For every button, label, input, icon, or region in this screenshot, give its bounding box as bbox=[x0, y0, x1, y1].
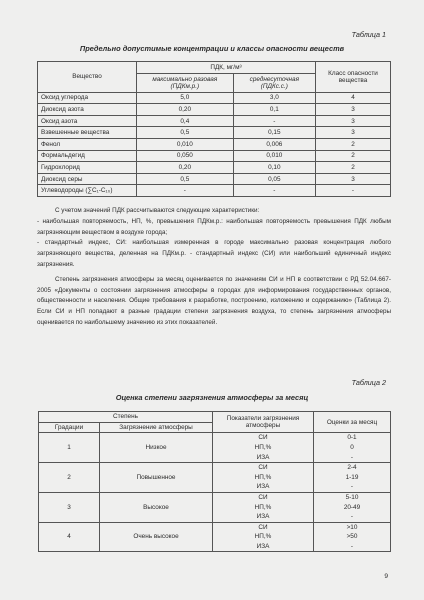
daily-avg-cell: - bbox=[233, 185, 315, 197]
header-max-single: максимально разовая (ПДКм.р.) bbox=[137, 73, 234, 92]
paragraph-intro: С учетом значений ПДК рассчитываются следующие характеристики: bbox=[55, 207, 260, 214]
table1-title: Предельно допустимые концентрации и классы опасности веществ bbox=[79, 44, 345, 53]
table-row bbox=[39, 522, 391, 532]
max-single-cell: 0,050 bbox=[137, 150, 234, 162]
estimate-cell: >50 bbox=[314, 532, 391, 542]
substance-cell: Гидрохлорид bbox=[38, 162, 137, 174]
estimate-cell: - bbox=[314, 512, 391, 522]
header-indicators: Показатели загрязнения атмосферы bbox=[213, 412, 314, 433]
gradation-cell: 4 bbox=[39, 522, 100, 552]
table1-caption: Таблица 1 bbox=[351, 30, 386, 39]
header-estimates: Оценки за месяц bbox=[314, 412, 391, 433]
body-text bbox=[37, 206, 391, 329]
hazard-class-cell: 2 bbox=[316, 138, 391, 150]
daily-avg-cell: 0,1 bbox=[233, 104, 315, 116]
gradation-cell: 3 bbox=[39, 492, 100, 522]
indicator-cell: НП,% bbox=[213, 502, 314, 512]
header-substance: Вещество bbox=[38, 62, 137, 93]
table-header-row bbox=[39, 412, 391, 423]
gradation-cell: 1 bbox=[39, 433, 100, 463]
max-single-cell: - bbox=[137, 185, 234, 197]
substance-cell: Фенол bbox=[38, 138, 137, 150]
hazard-class-cell: 3 bbox=[316, 115, 391, 127]
table-row bbox=[38, 185, 391, 197]
table-row bbox=[38, 150, 391, 162]
hazard-class-cell: 2 bbox=[316, 162, 391, 174]
hazard-class-cell: 4 bbox=[316, 92, 391, 104]
gradation-cell: 2 bbox=[39, 462, 100, 492]
table-row bbox=[38, 173, 391, 185]
table-row bbox=[38, 138, 391, 150]
max-single-cell: 0,5 bbox=[137, 127, 234, 139]
pollution-level-cell: Низкое bbox=[100, 433, 213, 463]
substance-cell: Углеводороды (∑C₁-C₁₀) bbox=[38, 185, 137, 197]
estimate-cell: >10 bbox=[314, 522, 391, 532]
table-row bbox=[39, 433, 391, 443]
pollution-level-cell: Высокое bbox=[100, 492, 213, 522]
estimate-cell: 0 bbox=[314, 443, 391, 453]
max-single-cell: 0,20 bbox=[137, 104, 234, 116]
estimate-cell: 1-19 bbox=[314, 473, 391, 483]
daily-avg-cell: 0,010 bbox=[233, 150, 315, 162]
table-row bbox=[38, 104, 391, 116]
indicator-cell: ИЗА bbox=[213, 512, 314, 522]
pollution-degree-table bbox=[38, 411, 391, 552]
max-single-cell: 0,4 bbox=[137, 115, 234, 127]
max-single-cell: 0,20 bbox=[137, 162, 234, 174]
substance-cell: Оксид азота bbox=[38, 115, 137, 127]
max-single-cell: 0,5 bbox=[137, 173, 234, 185]
hazard-class-cell: - bbox=[316, 185, 391, 197]
substance-cell: Оксид углерода bbox=[38, 92, 137, 104]
header-hazard-class: Класс опасности вещества bbox=[316, 62, 391, 93]
paragraph-np: - наибольшая повторяемость, НП, %, превышения ПДКм.р.: наибольшая повторяемость превышения ПДК любым загрязняющим веществом в воздухе города; bbox=[37, 217, 391, 236]
hazard-class-cell: 3 bbox=[316, 173, 391, 185]
table-row bbox=[38, 92, 391, 104]
max-single-cell: 5,0 bbox=[137, 92, 234, 104]
estimate-cell: 2-4 bbox=[314, 462, 391, 472]
substance-cell: Диоксид серы bbox=[38, 173, 137, 185]
max-single-cell: 0,010 bbox=[137, 138, 234, 150]
estimate-cell: 5-10 bbox=[314, 492, 391, 502]
indicator-cell: ИЗА bbox=[213, 452, 314, 462]
daily-avg-cell: 3,0 bbox=[233, 92, 315, 104]
pollution-level-cell: Повышенное bbox=[100, 462, 213, 492]
table2-title: Оценка степени загрязнения атмосферы за месяц bbox=[115, 393, 309, 402]
estimate-cell: - bbox=[314, 482, 391, 492]
indicator-cell: СИ bbox=[213, 462, 314, 472]
header-daily-avg: среднесуточная (ПДКс.с.) bbox=[233, 73, 315, 92]
table-header-row bbox=[38, 62, 391, 74]
header-pdk: ПДК, мг/м³ bbox=[137, 62, 316, 74]
table-row bbox=[38, 115, 391, 127]
daily-avg-cell: - bbox=[233, 115, 315, 127]
table-row bbox=[38, 127, 391, 139]
table-row bbox=[39, 492, 391, 502]
hazard-class-cell: 3 bbox=[316, 127, 391, 139]
indicator-cell: НП,% bbox=[213, 473, 314, 483]
table2-caption: Таблица 2 bbox=[351, 378, 386, 387]
header-degree: Степень bbox=[39, 412, 213, 423]
substance-cell: Взвешенные вещества bbox=[38, 127, 137, 139]
indicator-cell: ИЗА bbox=[213, 542, 314, 552]
paragraph-assessment: Степень загрязнения атмосферы за месяц оценивается по значениям СИ и НП в соответствии с РД 52.04.667-2005 «Документы о состоянии загрязнения атмосферы в городах для информирования государственных органов, общественности и населения. Общие требования к разработке, построению, изложению и содержанию» (Таблица 2). Если СИ и НП попадают в разные градации степени загрязнения воздуха, то степень загрязнения атмосферы оценивается по наибольшему значению из этих показателей. bbox=[37, 275, 391, 326]
hazard-class-cell: 2 bbox=[316, 150, 391, 162]
estimate-cell: 20-49 bbox=[314, 502, 391, 512]
indicator-cell: НП,% bbox=[213, 532, 314, 542]
indicator-cell: СИ bbox=[213, 492, 314, 502]
estimate-cell: - bbox=[314, 452, 391, 462]
substance-cell: Диоксид азота bbox=[38, 104, 137, 116]
table-row bbox=[39, 462, 391, 472]
pollution-level-cell: Очень высокое bbox=[100, 522, 213, 552]
pdk-table bbox=[37, 61, 391, 197]
header-pollution: Загрязнение атмосферы bbox=[100, 422, 213, 433]
pdk-table-body bbox=[38, 92, 391, 196]
estimate-cell: 0-1 bbox=[314, 433, 391, 443]
indicator-cell: СИ bbox=[213, 522, 314, 532]
daily-avg-cell: 0,05 bbox=[233, 173, 315, 185]
hazard-class-cell: 3 bbox=[316, 104, 391, 116]
substance-cell: Формальдегид bbox=[38, 150, 137, 162]
page-number: 9 bbox=[384, 573, 388, 580]
estimate-cell: - bbox=[314, 542, 391, 552]
daily-avg-cell: 0,10 bbox=[233, 162, 315, 174]
daily-avg-cell: 0,15 bbox=[233, 127, 315, 139]
indicator-cell: ИЗА bbox=[213, 482, 314, 492]
paragraph-si: - стандартный индекс, СИ: наибольшая измеренная в городе максимально разовая концентрация любого загрязняющего вещества, деленная на ПДКм.р. - стандартный индекс (СИ) или наибольший единичный индекс загрязнения. bbox=[37, 239, 391, 268]
table-row bbox=[38, 162, 391, 174]
indicator-cell: НП,% bbox=[213, 443, 314, 453]
indicator-cell: СИ bbox=[213, 433, 314, 443]
header-gradation: Градации bbox=[39, 422, 100, 433]
pollution-degree-table-body bbox=[39, 433, 391, 552]
daily-avg-cell: 0,006 bbox=[233, 138, 315, 150]
